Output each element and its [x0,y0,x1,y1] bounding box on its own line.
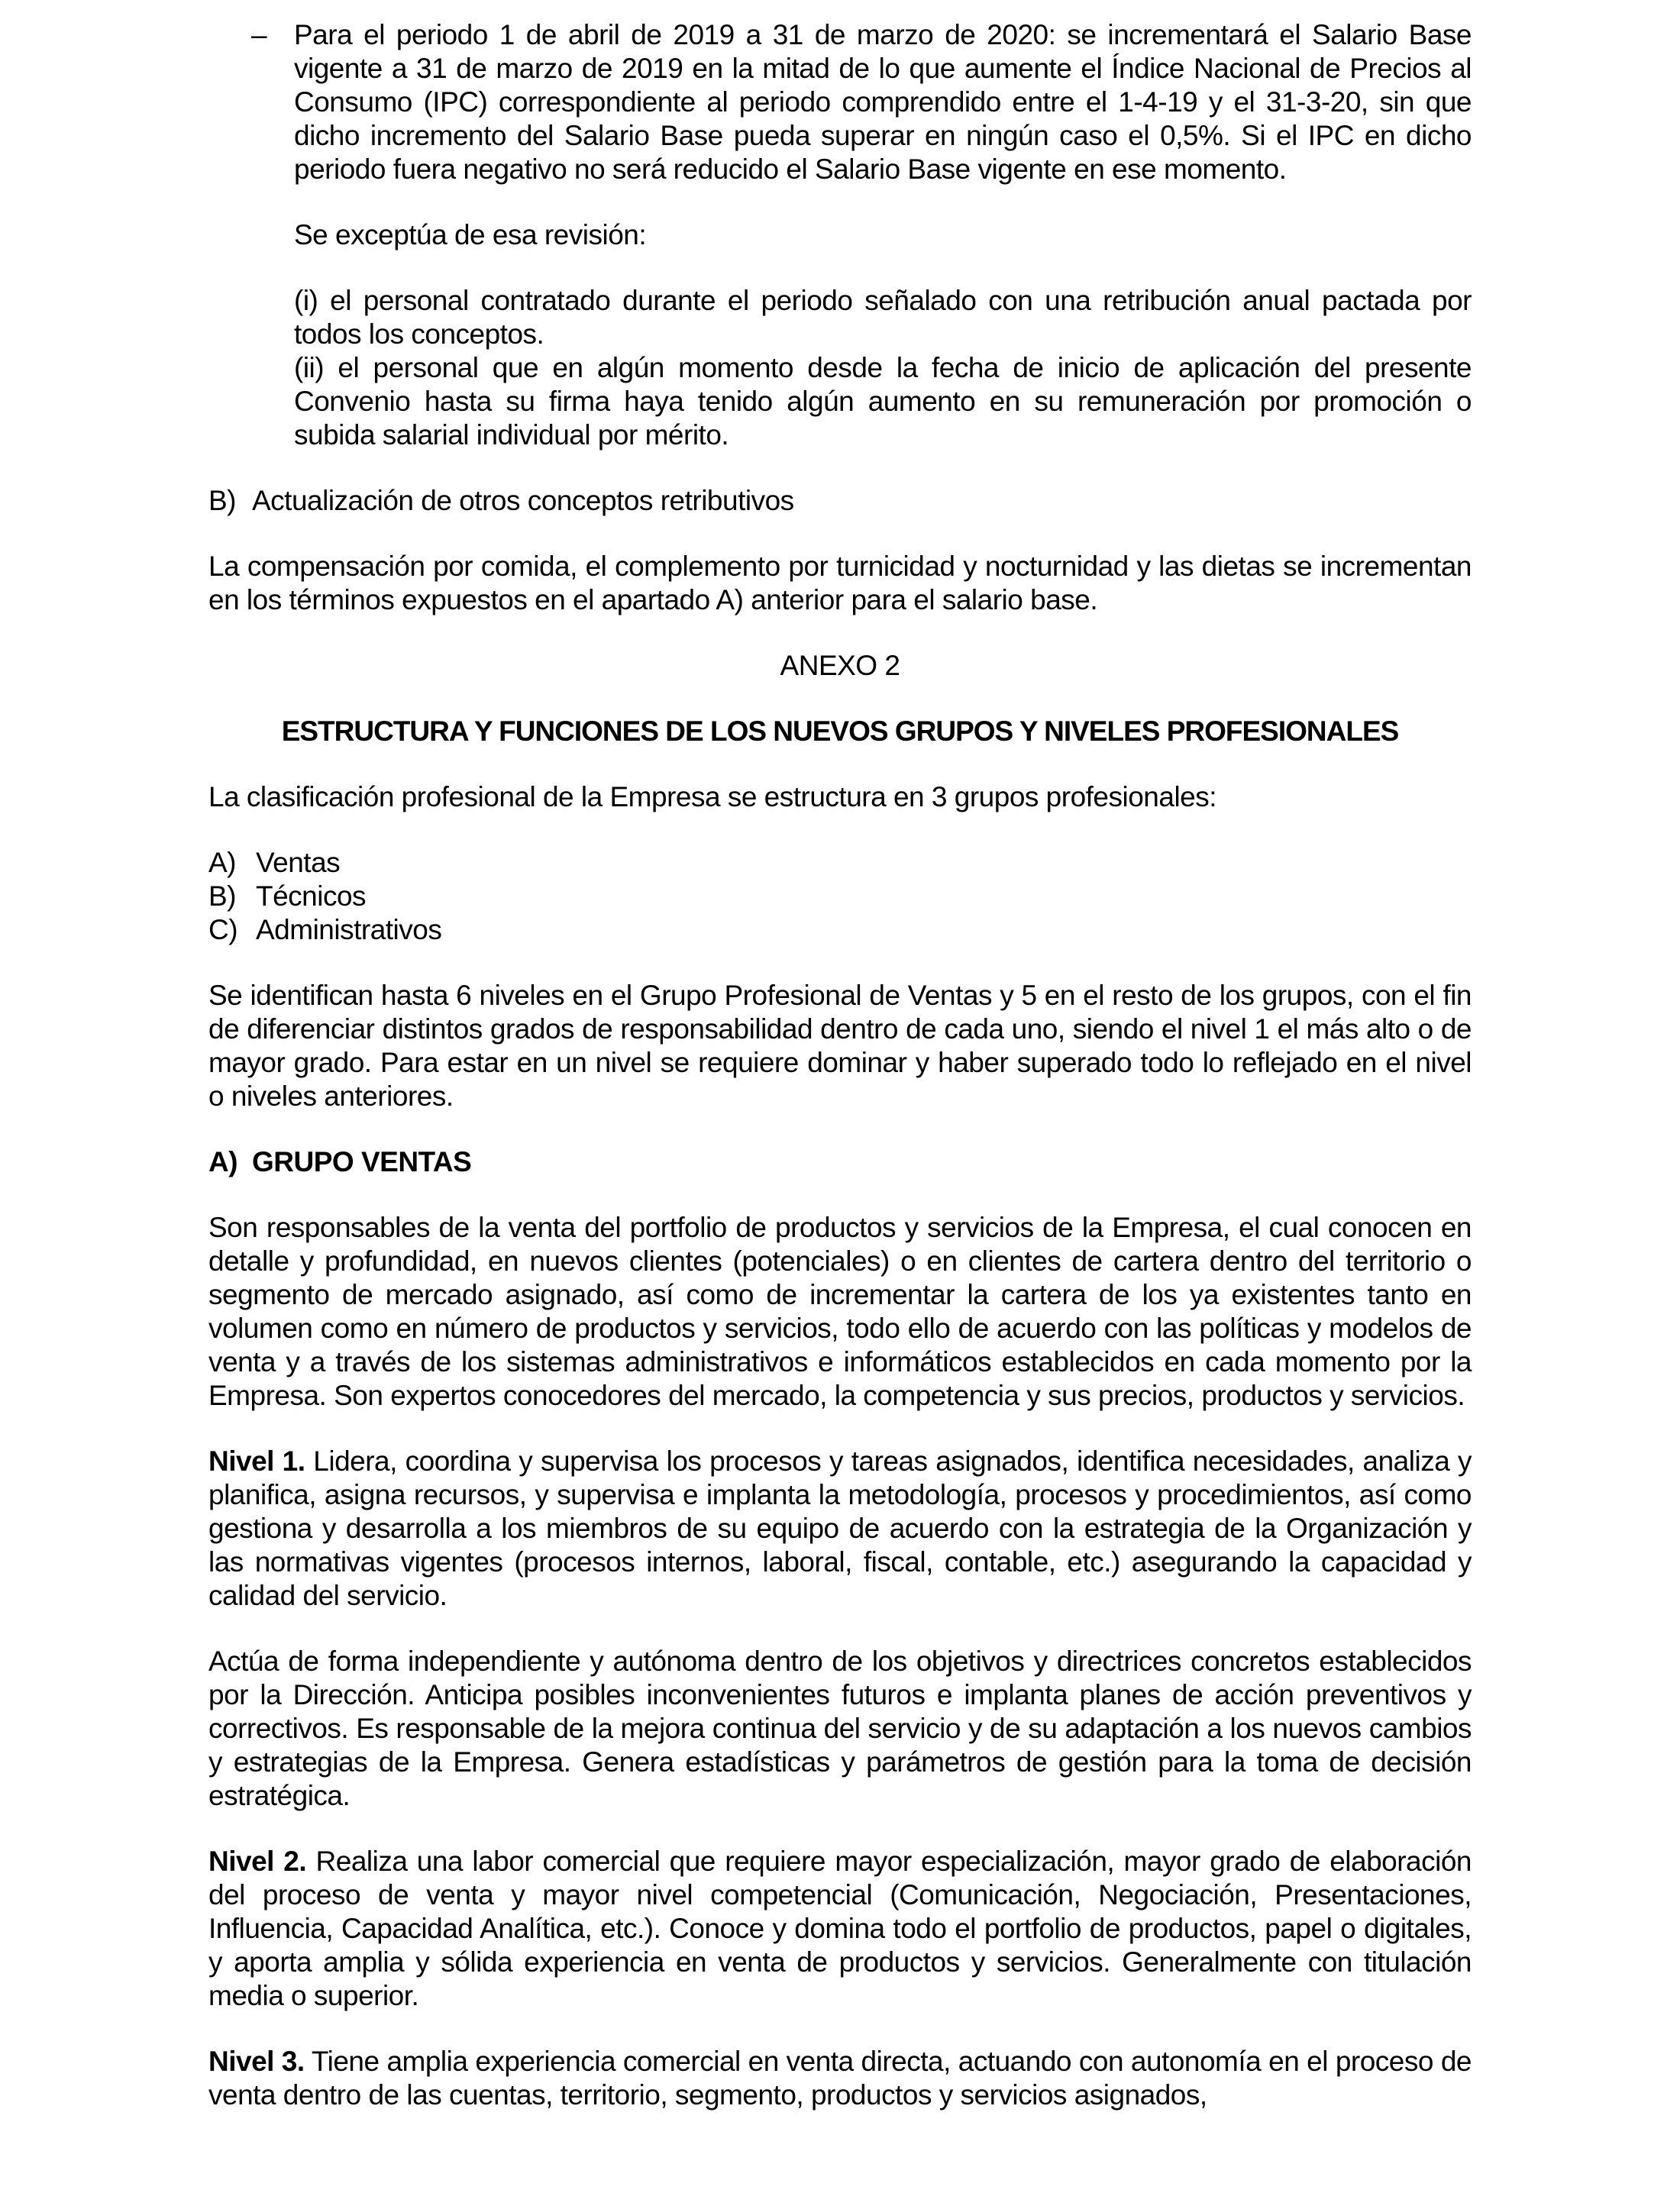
professional-groups-list [208,846,1472,947]
nivel-1-paragraph [208,1445,1472,1613]
group-a-name: Ventas [256,847,341,878]
nivel-1-text: Lidera, coordina y supervisa los procesos y tareas asignados, identifica necesidades, analiza y planifica, asigna recursos, y supervisa e implanta la metodología, procesos y procedimientos, así como gestiona y desarrolla a los miembros de su equipo de acuerdo con la estrategia de la Organización y las normativas vigentes (procesos internos, laboral, fiscal, contable, etc.) asegurando la capacidad y calidad del servicio. [208,1445,1472,1611]
salary-increment-text: Para el periodo 1 de abril de 2019 a 31 de marzo de 2020: se incrementará el Salario Base vigente a 31 de marzo de 2019 en la mitad de lo que aumente el Índice Nacional de Precios al Consumo (IPC) correspondiente al periodo comprendido entre el 1-4-19 y el 31-3-20, sin que dicho incremento del Salario Base pueda superar en ningún caso el 0,5%. Si el IPC en dicho periodo fuera negativo no será reducido el Salario Base vigente en ese momento. [294,19,1472,185]
bullet-dash-marker: – [251,19,267,50]
nivel-3-label: Nivel 3. [208,2046,305,2077]
exception-item-i: (i) el personal contratado durante el periodo señalado con una retribución anual pactada por todos los conceptos. [294,285,1472,350]
exception-item-ii: (ii) el personal que en algún momento desde la fecha de inicio de aplicación del presente Convenio hasta su firma haya tenido algún aumento en su remuneración por promoción o subida salarial individual por mérito. [294,352,1472,451]
group-c-label: C) [208,914,238,945]
group-b-name: Técnicos [256,880,367,912]
group-c-name: Administrativos [256,914,442,945]
nivel-1-label: Nivel 1. [208,1445,305,1477]
list-item-administrativos [208,913,1472,947]
list-item-ventas [208,846,1472,880]
compensation-paragraph: La compensación por comida, el complemento por turnicidad y nocturnidad y las dietas se incrementan en los términos expuestos en el apartado A) anterior para el salario base. [208,551,1472,615]
group-b-label: B) [208,880,236,912]
nivel-2-label: Nivel 2. [208,1846,307,1877]
section-b-heading [208,484,1472,518]
salary-increment-bullet [251,18,1472,186]
exception-intro: Se exceptúa de esa revisión: [294,219,647,250]
nivel-2-text: Realiza una labor comercial que requiere mayor especialización, mayor grado de elaboración del proceso de venta y mayor nivel competencial (Comunicación, Negociación, Presentaciones, Influencia, Capacidad Analítica, etc.). Conoce y domina todo el portfolio de productos, papel o digitales, y aporta amplia y sólida experiencia en venta de productos y servicios. Generalmente con titulación media o superior. [208,1846,1472,2011]
nivel-3-paragraph [208,2045,1472,2112]
annex-title: ANEXO 2 [780,650,900,681]
ventas-description-paragraph: Son responsables de la venta del portfolio de productos y servicios de la Empresa, el cual conocen en detalle y profundidad, en nuevos clientes (potenciales) o en clientes de cartera dentro del territorio o segmento de mercado asignado, así como de incrementar la cartera de los ya existentes tanto en volumen como en número de productos y servicios, todo ello de acuerdo con las políticas y modelos de venta y a través de los sistemas administrativos e informáticos establecidos en cada momento por la Empresa. Son expertos conocedores del mercado, la competencia y sus precios, productos y servicios. [208,1212,1472,1411]
grupo-ventas-label: A) [208,1146,238,1177]
nivel-1-autonomy-paragraph: Actúa de forma independiente y autónoma dentro de los objetivos y directrices concretos establecidos por la Dirección. Anticipa posibles inconvenientes futuros e implanta planes de acción preventivos y correctivos. Es responsable de la mejora continua del servicio y de su adaptación a los nuevos cambios y estrategias de la Empresa. Genera estadísticas y parámetros de gestión para la toma de decisión estratégica. [208,1646,1472,1811]
list-item-tecnicos [208,880,1472,913]
section-b-label: B) [208,485,236,516]
classification-intro: La clasificación profesional de la Empresa se estructura en 3 grupos profesionales: [208,781,1217,812]
levels-overview-paragraph: Se identifican hasta 6 niveles en el Grupo Profesional de Ventas y 5 en el resto de los grupos, con el fin de diferenciar distintos grados de responsabilidad dentro de cada uno, siendo el nivel 1 el más alto o de mayor grado. Para estar en un nivel se requiere dominar y haber superado todo lo reflejado en el nivel o niveles anteriores. [208,980,1472,1112]
annex-main-heading: ESTRUCTURA Y FUNCIONES DE LOS NUEVOS GRUPOS Y NIVELES PROFESIONALES [281,715,1399,747]
nivel-3-text: Tiene amplia experiencia comercial en venta directa, actuando con autonomía en el proceso de venta dentro de las cuentas, territorio, segmento, productos y servicios asignados, [208,2046,1472,2111]
grupo-ventas-title: GRUPO VENTAS [252,1146,472,1177]
group-a-label: A) [208,847,236,878]
nivel-2-paragraph [208,1845,1472,2013]
grupo-ventas-heading [208,1145,1472,1179]
section-b-title: Actualización de otros conceptos retributivos [252,485,794,516]
